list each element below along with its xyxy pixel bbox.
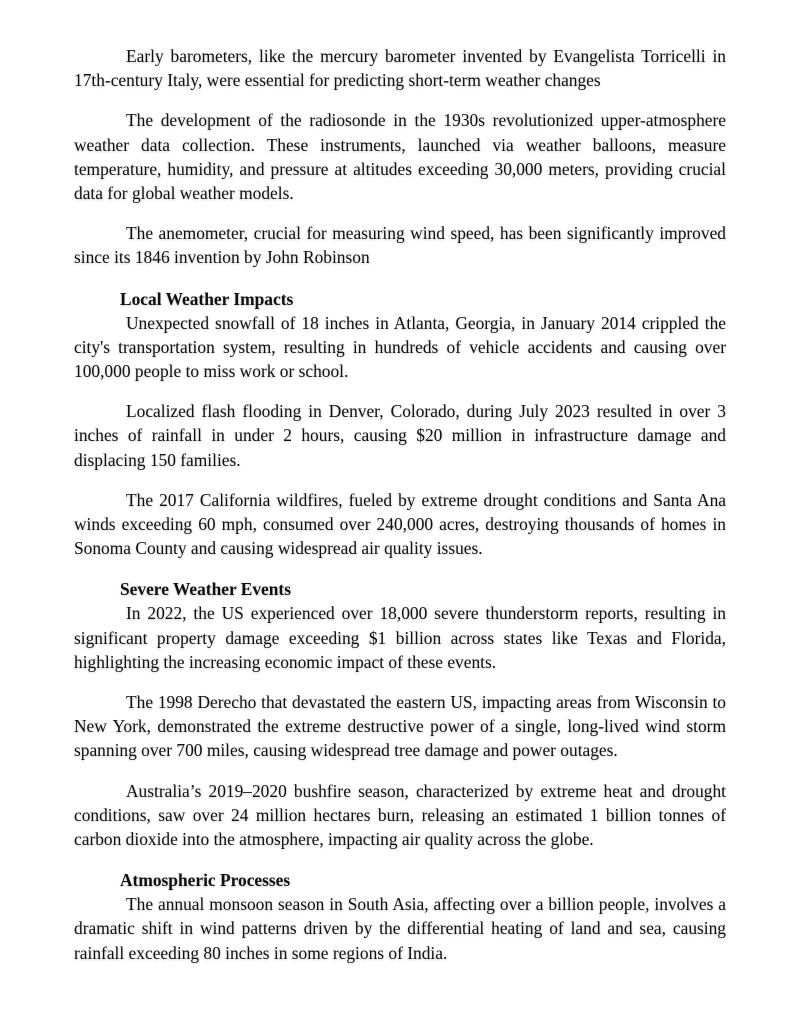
paragraph-atlanta-snowfall: Unexpected snowfall of 18 inches in Atlanta, Georgia, in January 2014 crippled the city's transportation system, resulting in hundreds of vehicle accidents and causing over 100,000 people to miss work or school. [74, 312, 726, 382]
paragraph-us-thunderstorms: In 2022, the US experienced over 18,000 severe thunderstorm reports, resulting in significant property damage exceeding $1 billion across states like Texas and Florida, highlighting the increasing economic impact of these events. [74, 603, 726, 672]
paragraph-south-asia-monsoon: The annual monsoon season in South Asia, affecting over a billion people, involves a dramatic shift in wind patterns driven by the differential heating of land and sea, causing rainfall exceeding 80 inches in some regions of India. [74, 894, 726, 963]
paragraph-denver-flooding: Localized flash flooding in Denver, Colorado, during July 2023 resulted in over 3 inches of rainfall in under 2 hours, causing $20 million in infrastructure damage and displacing 150 families. [74, 401, 726, 470]
section-heading-local-weather: Local Weather Impacts [120, 288, 294, 309]
section-heading-severe-weather: Severe Weather Events [120, 579, 291, 600]
paragraph-radiosonde: The development of the radiosonde in the 1930s revolutionized upper-atmosphere weather data collection. These instruments, launched via weather balloons, measure temperature, humidity, and pressure at altitudes exceeding 30,000 meters, providing crucial data for global weather models. [74, 110, 726, 204]
section-heading-atmospheric-processes: Atmospheric Processes [120, 870, 291, 891]
document-page [74, 44, 726, 981]
paragraph-barometers: Early barometers, like the mercury barometer invented by Evangelista Torricelli in 17th-century Italy, were essential for predicting short-term weather changes [74, 46, 726, 91]
paragraph-1998-derecho: The 1998 Derecho that devastated the eastern US, impacting areas from Wisconsin to New York, demonstrated the extreme destructive power of a single, long-lived wind storm spanning over 700 miles, causing widespread tree damage and power outages. [74, 692, 726, 761]
paragraph-australia-bushfires: Australia’s 2019–2020 bushfire season, characterized by extreme heat and drought conditions, saw over 24 million hectares burn, releasing an estimated 1 billion tonnes of carbon dioxide into the atmosphere, impacting air quality across the globe. [74, 780, 726, 850]
paragraph-california-wildfires: The 2017 California wildfires, fueled by extreme drought conditions and Santa Ana winds exceeding 60 mph, consumed over 240,000 acres, destroying thousands of homes in Sonoma County and causing widespread air quality issues. [74, 489, 726, 559]
paragraph-anemometer: The anemometer, crucial for measuring wind speed, has been significantly improved since its 1846 invention by John Robinson [74, 223, 726, 268]
